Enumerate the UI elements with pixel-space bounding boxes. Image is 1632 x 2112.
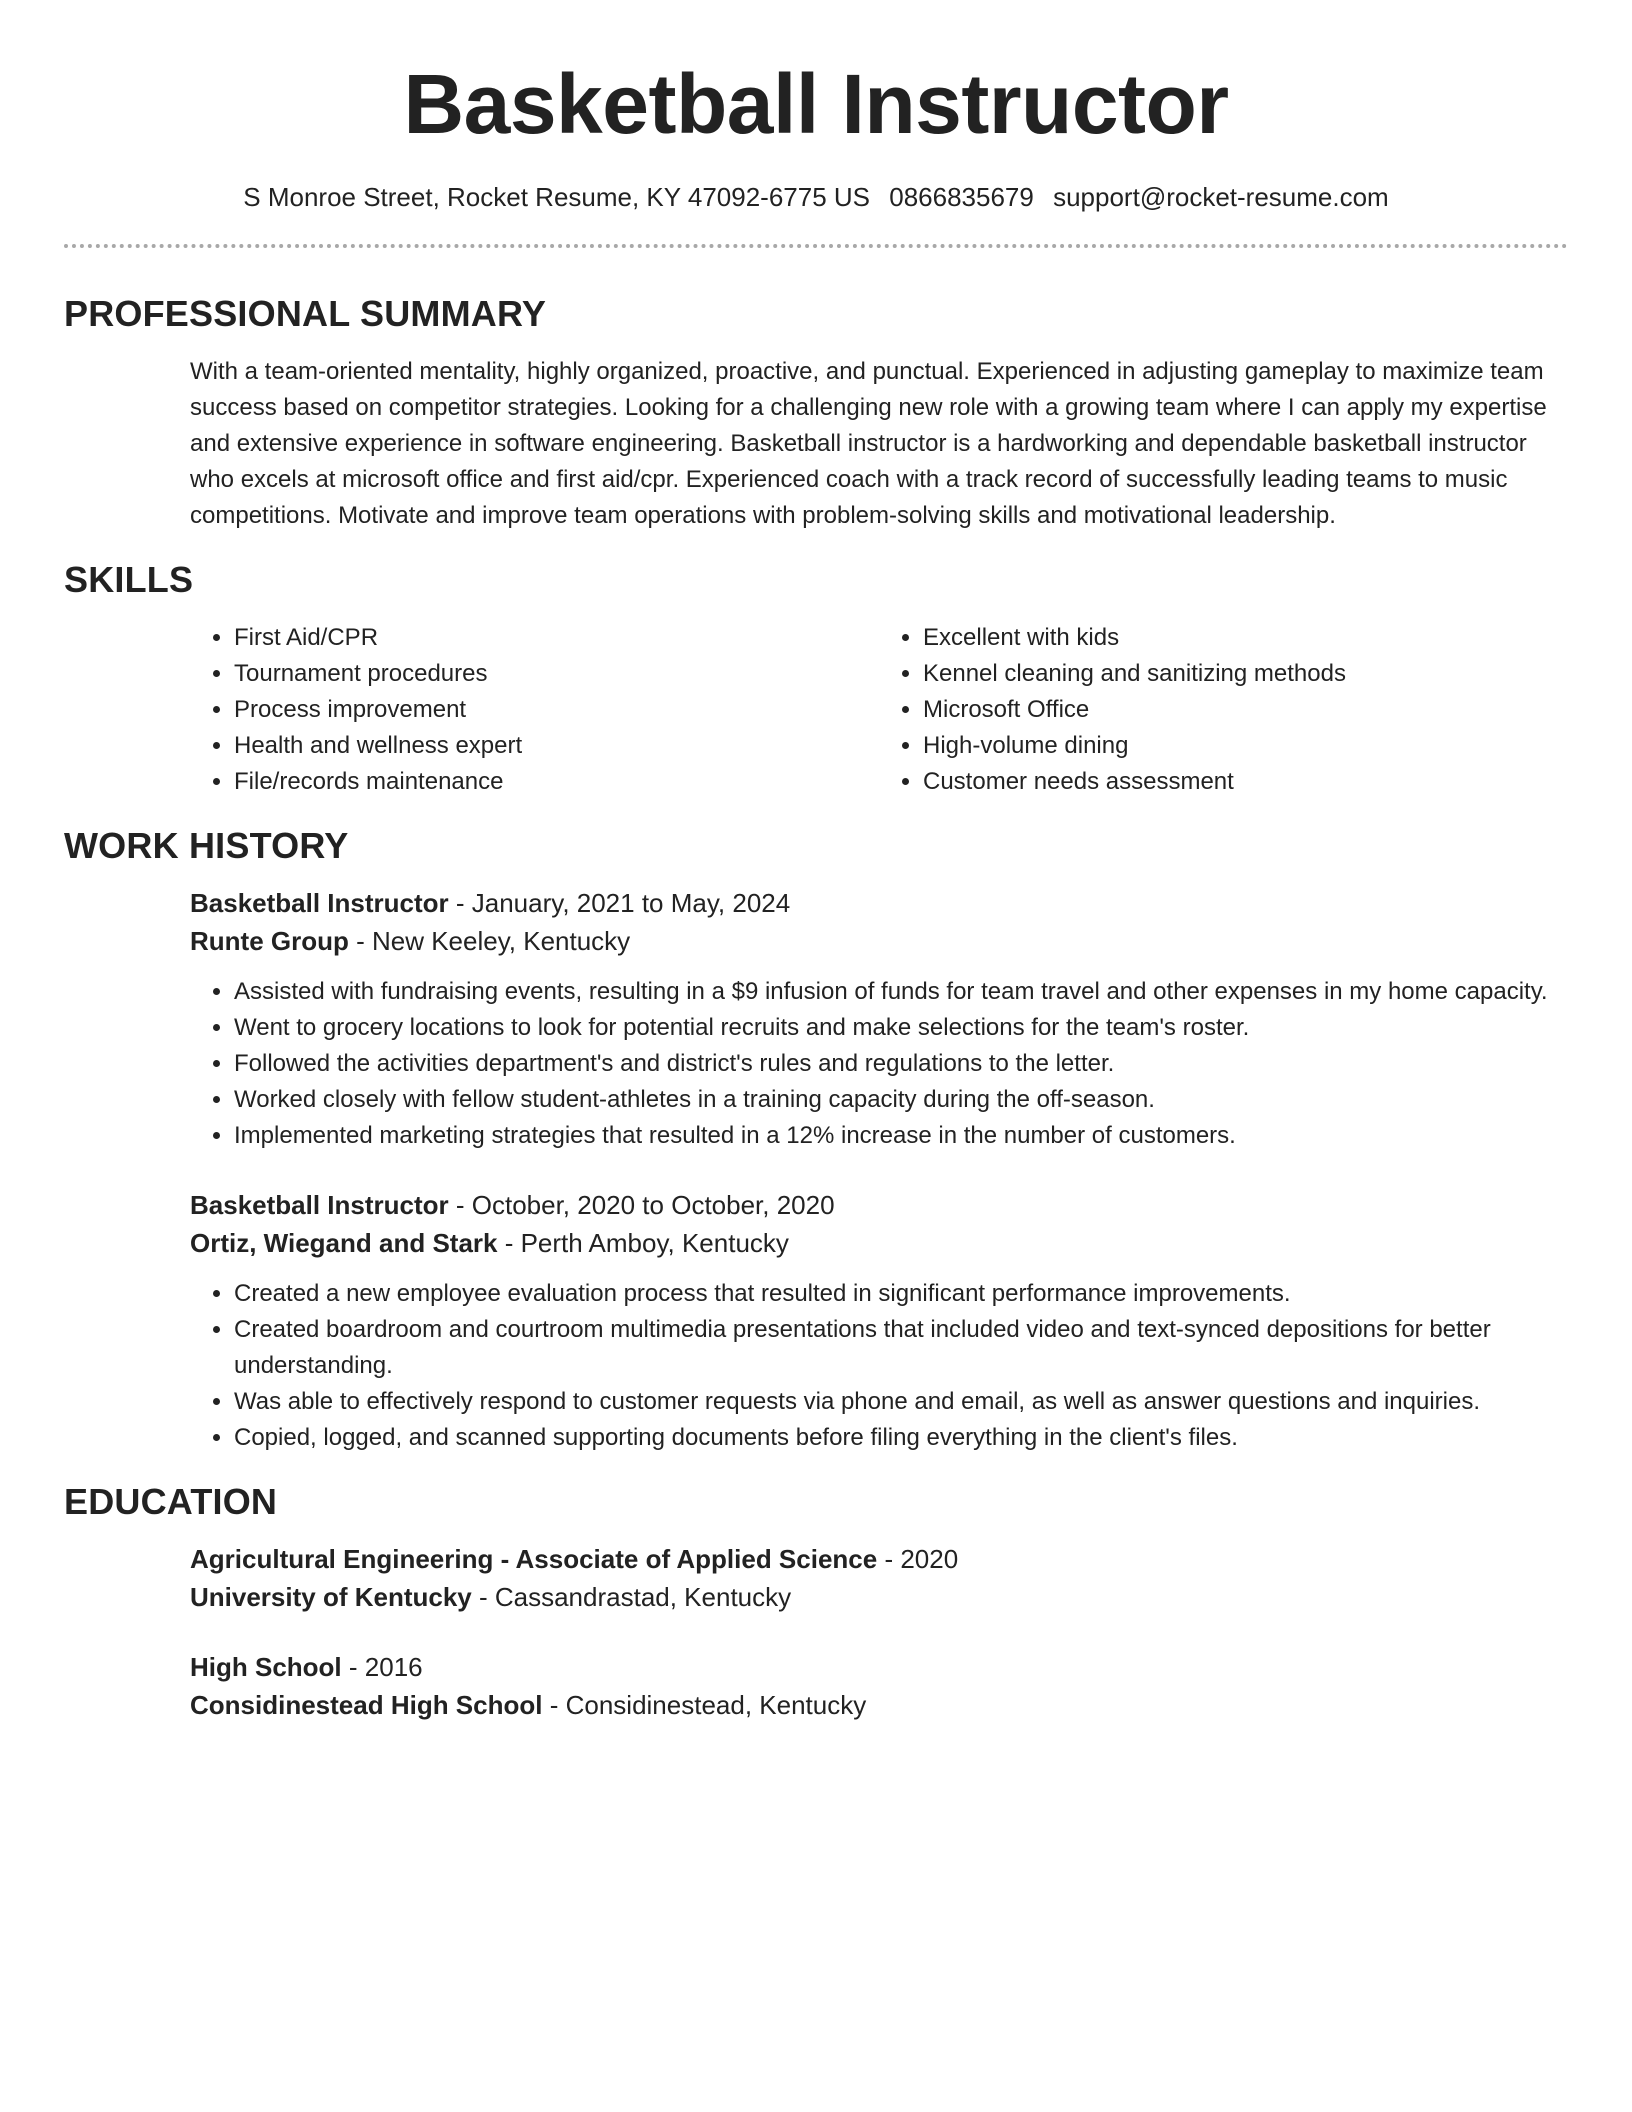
job-dates: - January, 2021 to May, 2024 xyxy=(448,888,791,918)
contact-address: S Monroe Street, Rocket Resume, KY 47092-6775 US xyxy=(243,182,871,212)
education-degree: High School xyxy=(190,1652,342,1682)
skills-heading: SKILLS xyxy=(64,559,194,600)
job-bullet: • Was able to effectively respond to customer requests via phone and email, as well as answer questions and inquiries. xyxy=(234,1384,1568,1420)
contact-email: support@rocket-resume.com xyxy=(1053,182,1389,212)
skill-item: • Customer needs assessment xyxy=(923,764,1568,800)
contact-phone: 0866835679 xyxy=(889,182,1034,212)
job-bullet: • Copied, logged, and scanned supporting documents before filing everything in the client's files. xyxy=(234,1420,1568,1456)
job-company-line xyxy=(190,922,1568,960)
job-role: Basketball Instructor xyxy=(190,1190,449,1220)
contact-line xyxy=(64,180,1568,214)
education-school-line xyxy=(190,1686,1568,1724)
job-bullet: • Implemented marketing strategies that resulted in a 12% increase in the number of customers. xyxy=(234,1118,1568,1154)
summary-body xyxy=(190,354,1568,534)
skills-column-left xyxy=(190,620,879,800)
job-dates: - October, 2020 to October, 2020 xyxy=(448,1190,835,1220)
education-year: - 2020 xyxy=(877,1544,959,1574)
work-section xyxy=(64,824,1568,1456)
education-location: - Considinestead, Kentucky xyxy=(542,1690,867,1720)
job-location: - Perth Amboy, Kentucky xyxy=(497,1228,789,1258)
skills-list xyxy=(190,620,1568,800)
job-bullet: • Created boardroom and courtroom multimedia presentations that included video and text-synced depositions for better understanding. xyxy=(234,1312,1568,1384)
education-entry xyxy=(190,1648,1568,1724)
skill-item: • Health and wellness expert xyxy=(234,728,879,764)
education-entry xyxy=(190,1540,1568,1616)
job-bullet: • Assisted with fundraising events, resulting in a $9 infusion of funds for team travel and other expenses in my home capacity. xyxy=(234,974,1568,1010)
job-bullet: • Followed the activities department's and district's rules and regulations to the letter. xyxy=(234,1046,1568,1082)
education-school: University of Kentucky xyxy=(190,1582,472,1612)
education-heading: EDUCATION xyxy=(64,1481,278,1522)
skills-section xyxy=(64,558,1568,800)
skills-column-right xyxy=(879,620,1568,800)
job-entry xyxy=(190,1186,1568,1456)
skill-item: • Tournament procedures xyxy=(234,656,879,692)
job-title-line xyxy=(190,884,1568,922)
summary-heading: PROFESSIONAL SUMMARY xyxy=(64,293,547,334)
education-school: Considinestead High School xyxy=(190,1690,543,1720)
job-bullet: • Worked closely with fellow student-athletes in a training capacity during the off-season. xyxy=(234,1082,1568,1118)
education-degree-line xyxy=(190,1540,1568,1578)
job-bullet: • Created a new employee evaluation process that resulted in significant performance improvements. xyxy=(234,1276,1568,1312)
skill-item: • Process improvement xyxy=(234,692,879,728)
education-degree: Agricultural Engineering - Associate of Applied Science xyxy=(190,1544,878,1574)
candidate-name: Basketball Instructor xyxy=(403,57,1229,151)
resume-page xyxy=(64,0,1568,1724)
skill-item: • Microsoft Office xyxy=(923,692,1568,728)
skill-item: • File/records maintenance xyxy=(234,764,879,800)
summary-section xyxy=(64,292,1568,534)
skill-item: • High-volume dining xyxy=(923,728,1568,764)
job-location: - New Keeley, Kentucky xyxy=(348,926,631,956)
summary-text: With a team-oriented mentality, highly organized, proactive, and punctual. Experienced in adjusting gameplay to maximize team success based on competitor strategies. Looking for a challenging new role with a growing team where I can apply my expertise and extensive experience in software engineering. Basketball instructor is a hardworking and dependable basketball instructor who excels at microsoft office and first aid/cpr. Experienced coach with a track record of successfully leading teams to music competitions. Motivate and improve team operations with problem-solving skills and motivational leadership. xyxy=(190,358,1547,529)
job-company: Ortiz, Wiegand and Stark xyxy=(190,1228,498,1258)
job-company-line xyxy=(190,1224,1568,1262)
job-entry xyxy=(190,884,1568,1154)
job-company: Runte Group xyxy=(190,926,349,956)
skill-item: • Excellent with kids xyxy=(923,620,1568,656)
job-bullets xyxy=(190,1276,1568,1456)
skill-item: • First Aid/CPR xyxy=(234,620,879,656)
education-section xyxy=(64,1480,1568,1724)
job-title-line xyxy=(190,1186,1568,1224)
education-location: - Cassandrastad, Kentucky xyxy=(471,1582,792,1612)
education-school-line xyxy=(190,1578,1568,1616)
education-degree-line xyxy=(190,1648,1568,1686)
job-bullet: • Went to grocery locations to look for potential recruits and make selections for the team's roster. xyxy=(234,1010,1568,1046)
job-bullets xyxy=(190,974,1568,1154)
work-heading: WORK HISTORY xyxy=(64,825,349,866)
header-divider xyxy=(64,244,1568,248)
skill-item: • Kennel cleaning and sanitizing methods xyxy=(923,656,1568,692)
education-year: - 2016 xyxy=(341,1652,423,1682)
job-role: Basketball Instructor xyxy=(190,888,449,918)
